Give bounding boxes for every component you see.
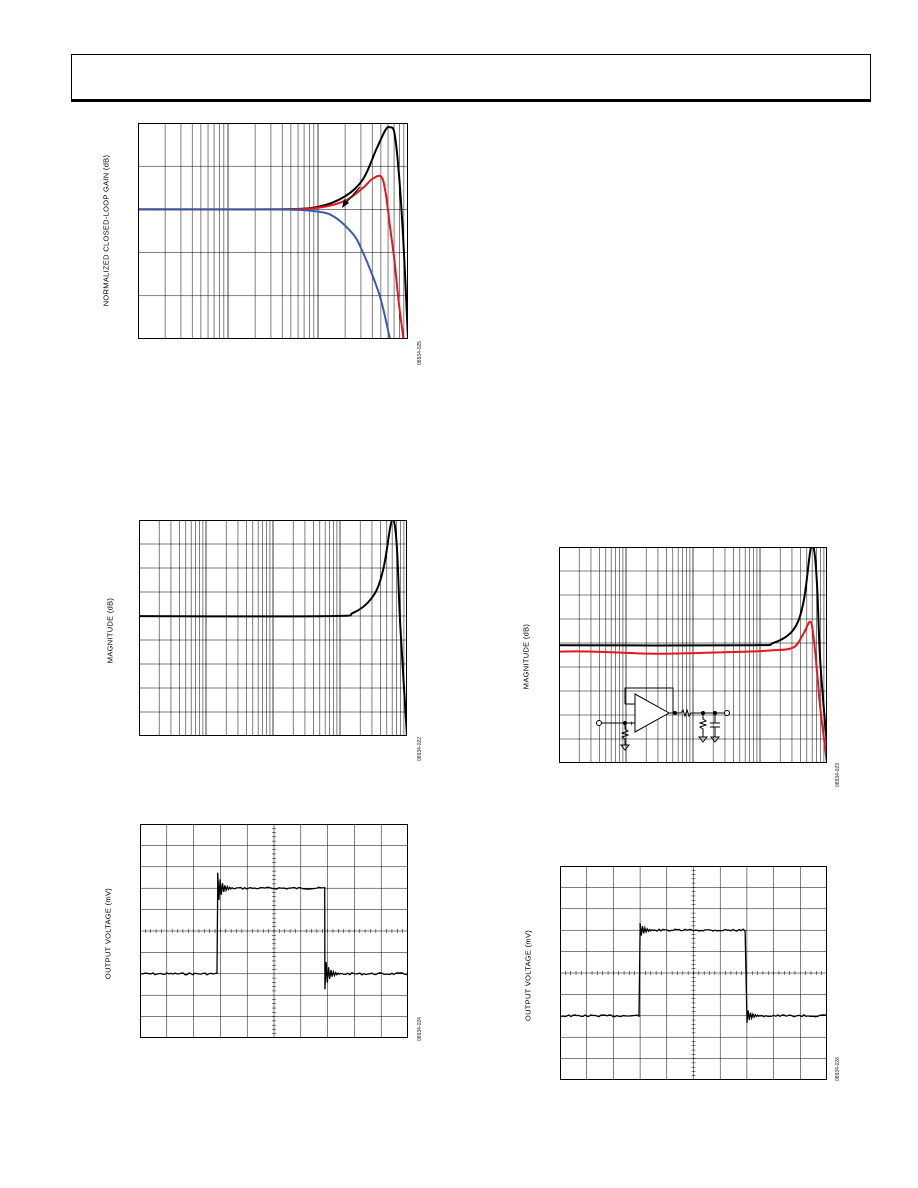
- plot-area: [559, 547, 827, 763]
- plot-area: [140, 824, 408, 1038]
- figure-id: 08934-025: [417, 341, 423, 365]
- series-line: [138, 127, 408, 339]
- ground-symbol: [621, 745, 629, 750]
- load-capacitor: [710, 713, 720, 737]
- y-axis-label: NORMALIZED CLOSED-LOOP GAIN (dB): [101, 154, 111, 307]
- figure-id: 08934-023: [835, 763, 841, 787]
- chart-output-voltage-right: [560, 866, 827, 1080]
- output-terminal: [725, 711, 730, 716]
- y-axis-label: MAGNITUDE (dB): [521, 623, 531, 690]
- y-axis-label: MAGNITUDE (dB): [105, 597, 115, 664]
- opamp-minus-sign: −: [629, 700, 634, 709]
- chart-magnitude-left: [139, 520, 407, 736]
- figure-id: 08934-022: [417, 737, 423, 761]
- series-line: [138, 209, 390, 339]
- node-dot: [674, 712, 677, 715]
- load-resistor: [700, 713, 706, 737]
- input-terminal: [597, 721, 602, 726]
- ground-symbol: [699, 737, 707, 742]
- plot-frame: [139, 124, 408, 339]
- opamp-plus-sign: +: [629, 719, 634, 728]
- page-header-frame: [71, 54, 871, 102]
- plot-area: [138, 123, 408, 339]
- chart-normalized-closed-loop-gain: [138, 123, 408, 339]
- plot-area: [139, 520, 407, 736]
- inset-schematic: [597, 688, 730, 750]
- ground-symbol: [711, 737, 719, 742]
- figure-id: 08934-024: [417, 1017, 423, 1041]
- figure-id: 08934-026: [835, 1057, 841, 1081]
- plot-area: [560, 866, 827, 1080]
- y-axis-label: OUTPUT VOLTAGE (mV): [523, 929, 533, 1022]
- opamp-symbol: [635, 694, 669, 732]
- y-axis-label: OUTPUT VOLTAGE (mV): [103, 887, 113, 980]
- chart-magnitude-right: [559, 547, 827, 763]
- chart-output-voltage-left: [140, 824, 408, 1038]
